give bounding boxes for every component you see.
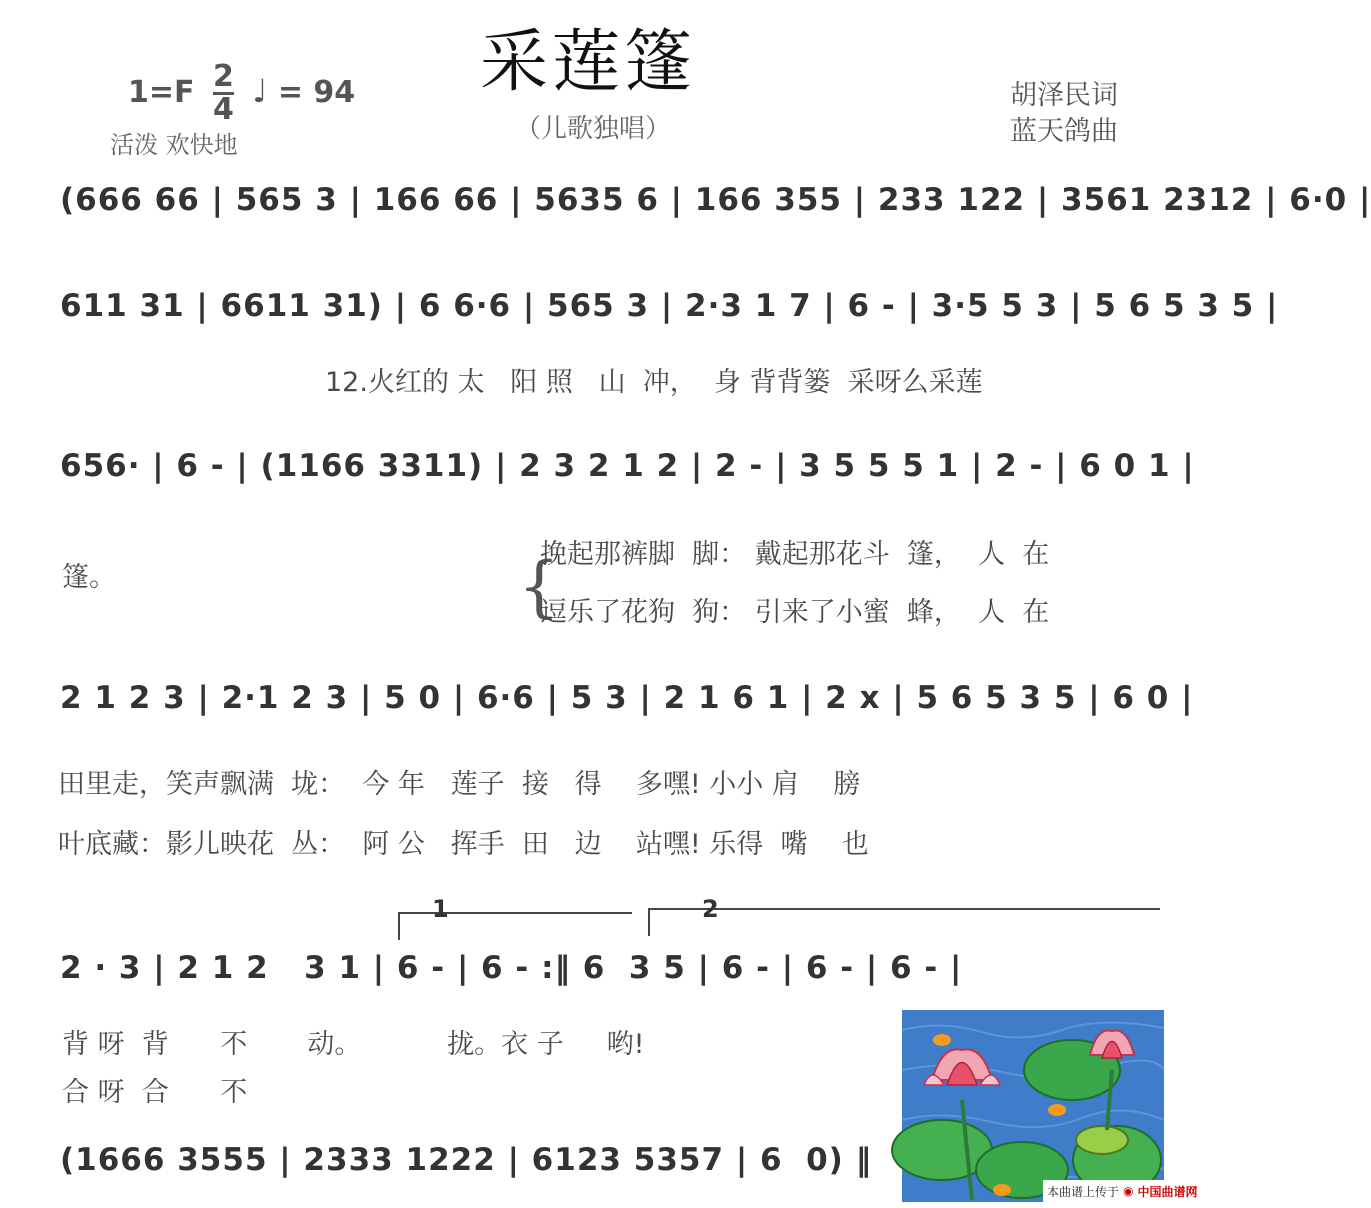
- score-line-5: 2 · 3 | 2 1 2 3 1 | 6 - | 6 - :‖ 6 3 5 | 6 - | 6 - | 6 - |: [60, 950, 963, 986]
- lyric-line-3-verse2: 逗乐了花狗 狗： 引来了小蜜 蜂， 人 在: [540, 597, 1050, 628]
- volta-number-2: 2: [702, 895, 719, 923]
- lyric-line-4-verse2: 叶底藏：影儿映花 丛： 阿 公 挥手 田 边 站嘿! 乐得 嘴 也: [58, 829, 869, 860]
- watermark-text: 本曲谱上传于: [1047, 1184, 1120, 1199]
- lyric-line-3-verse1: 挽起那裤脚 脚： 戴起那花斗 篷， 人 在: [540, 539, 1050, 570]
- key-tempo-marking: [128, 59, 356, 127]
- credits: [1010, 78, 1118, 150]
- tempo-value: = 94: [277, 75, 356, 110]
- watermark-brand: 中国曲谱网: [1137, 1184, 1198, 1199]
- verse-brace: {: [518, 548, 560, 625]
- song-title: 采莲篷: [480, 23, 697, 102]
- score-line-6: (1666 3555 | 2333 1222 | 6123 5357 | 6 0) ‖: [60, 1142, 873, 1178]
- score-line-4: 2 1 2 3 | 2·1 2 3 | 5 0 | 6·6 | 5 3 | 2 1 6 1 | 2 x | 5 6 5 3 5 | 6 0 |: [60, 680, 1194, 716]
- time-top: 2: [212, 59, 234, 94]
- lyric-line-3-left: 篷。: [62, 562, 116, 593]
- site-logo-icon: ◉: [1123, 1184, 1134, 1198]
- watermark: [1043, 1180, 1235, 1202]
- lotus-painting: [902, 1010, 1164, 1202]
- lyric-line-2: 12.火红的 太 阳 照 山 冲， 身 背背篓 采呀么采莲: [325, 367, 983, 398]
- time-signature: [212, 59, 234, 127]
- key-signature: 1=F: [128, 75, 195, 110]
- composer: 蓝天鸽曲: [1010, 116, 1118, 147]
- score-line-3: 656· | 6 - | (1166 3311) | 2 3 2 1 2 | 2 - | 3 5 5 5 1 | 2 - | 6 0 1 |: [60, 448, 1195, 484]
- volta-number-1: 1: [432, 895, 449, 923]
- quarter-note-icon: ♩: [252, 72, 268, 110]
- expression-marking: 活泼 欢快地: [110, 131, 238, 159]
- score-line-1: (666 66 | 565 3 | 166 66 | 5635 6 | 166 355 | 233 122 | 3561 2312 | 6·0 |: [60, 182, 1371, 218]
- song-subtitle: （儿歌独唱）: [515, 114, 672, 144]
- lyric-line-4-verse1: 田里走，笑声飘满 垅： 今 年 莲子 接 得 多嘿! 小小 肩 膀: [58, 769, 861, 800]
- lyric-line-5-verse1: 背 呀 背 不 动。 拢。衣 子 哟!: [62, 1029, 645, 1060]
- lyricist: 胡泽民词: [1010, 80, 1118, 111]
- lyric-line-5-verse2: 合 呀 合 不: [62, 1077, 248, 1108]
- score-line-2: 611 31 | 6611 31) | 6 6·6 | 565 3 | 2·3 1 7 | 6 - | 3·5 5 3 | 5 6 5 3 5 |: [60, 288, 1279, 324]
- volta-bracket-2: [648, 908, 1160, 936]
- time-bottom: 4: [212, 92, 234, 127]
